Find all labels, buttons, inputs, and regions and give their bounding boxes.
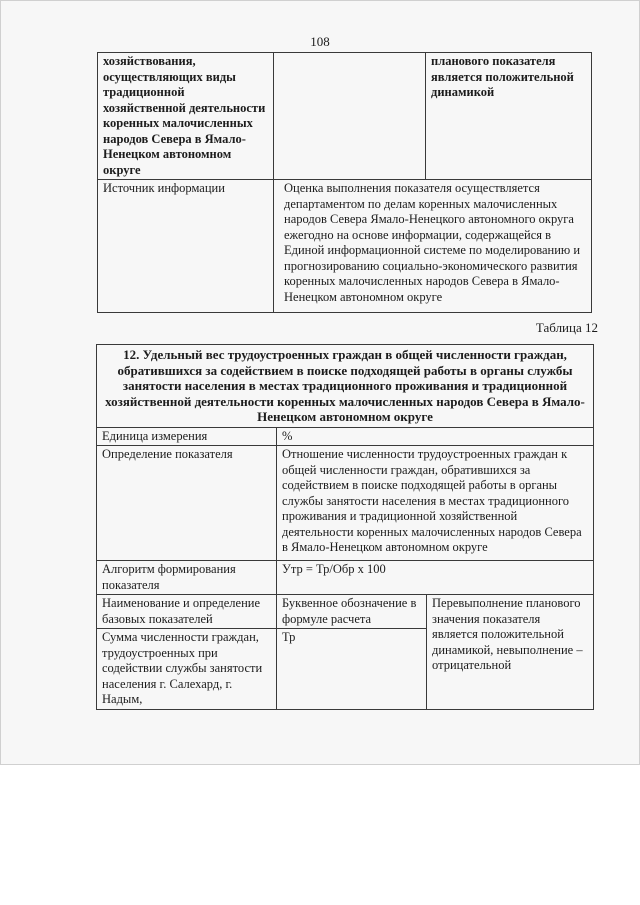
- base-header-name: Наименование и определение базовых показателей: [97, 595, 277, 629]
- table-cell: хозяйствования, осуществляющих виды традиционной хозяйственной деятельности коренных малочисленных народов Севера в Ямало-Ненецком автономном округе: [98, 53, 274, 180]
- base-row-name: Сумма численности граждан, трудоустроенных при содействии службы занятости населения г. Салехард, г. Надым,: [97, 629, 277, 710]
- table-row: [97, 345, 594, 428]
- algorithm-label: Алгоритм формирования показателя: [97, 561, 277, 595]
- definition-label: Определение показателя: [97, 446, 277, 561]
- source-label: Источник информации: [98, 180, 274, 313]
- table-row: [97, 561, 594, 595]
- table-row: [97, 595, 594, 629]
- table-cell: планового показателя является положительной динамикой: [426, 53, 592, 180]
- base-header-symbol: Буквенное обозначение в формуле расчета: [277, 595, 427, 629]
- page-number: 108: [310, 34, 330, 49]
- source-value: Оценка выполнения показателя осуществляется департаментом по делам коренных малочисленных народов Севера Ямало-Ненецкого автономного округа ежегодно на основе информации, содержащейся в Единой информационной системе по моделированию и прогнозированию социально-экономического развития коренных малочисленных народов Севера в Ямало-Ненецком автономном округе: [274, 180, 592, 313]
- table-caption: Таблица 12: [535, 320, 598, 335]
- base-header-dynamics: Перевыполнение планового значения показателя является положительной динамикой, невыполнение – отрицательной: [427, 595, 594, 710]
- indicator-table-12: [96, 344, 594, 710]
- indicator-table-continued: [97, 52, 592, 313]
- base-row-symbol: Тр: [277, 629, 427, 710]
- table-row: [97, 427, 594, 446]
- table-row: [98, 180, 592, 313]
- table-row: [97, 446, 594, 561]
- table-row: [98, 53, 592, 180]
- table-cell: [274, 53, 426, 180]
- definition-value: Отношение численности трудоустроенных граждан к общей численности граждан, обратившихся за содействием в поиске подходящей работы в органы службы занятости населения в местах традиционного проживания и традиционной хозяйственной деятельности коренных малочисленных народов Севера в Ямало-Ненецком автономном округе: [277, 446, 594, 561]
- blank-area: [0, 765, 640, 905]
- table-header: 12. Удельный вес трудоустроенных граждан в общей численности граждан, обратившихся за содействием в поиске подходящей работы в органы службы занятости населения в местах традиционного проживания и традиционной хозяйственной деятельности коренных малочисленных народов Севера в Ямало-Ненецком автономном округе: [97, 345, 594, 428]
- unit-value: %: [277, 427, 594, 446]
- unit-label: Единица измерения: [97, 427, 277, 446]
- algorithm-formula: Утр = Тр/Обр х 100: [277, 561, 594, 595]
